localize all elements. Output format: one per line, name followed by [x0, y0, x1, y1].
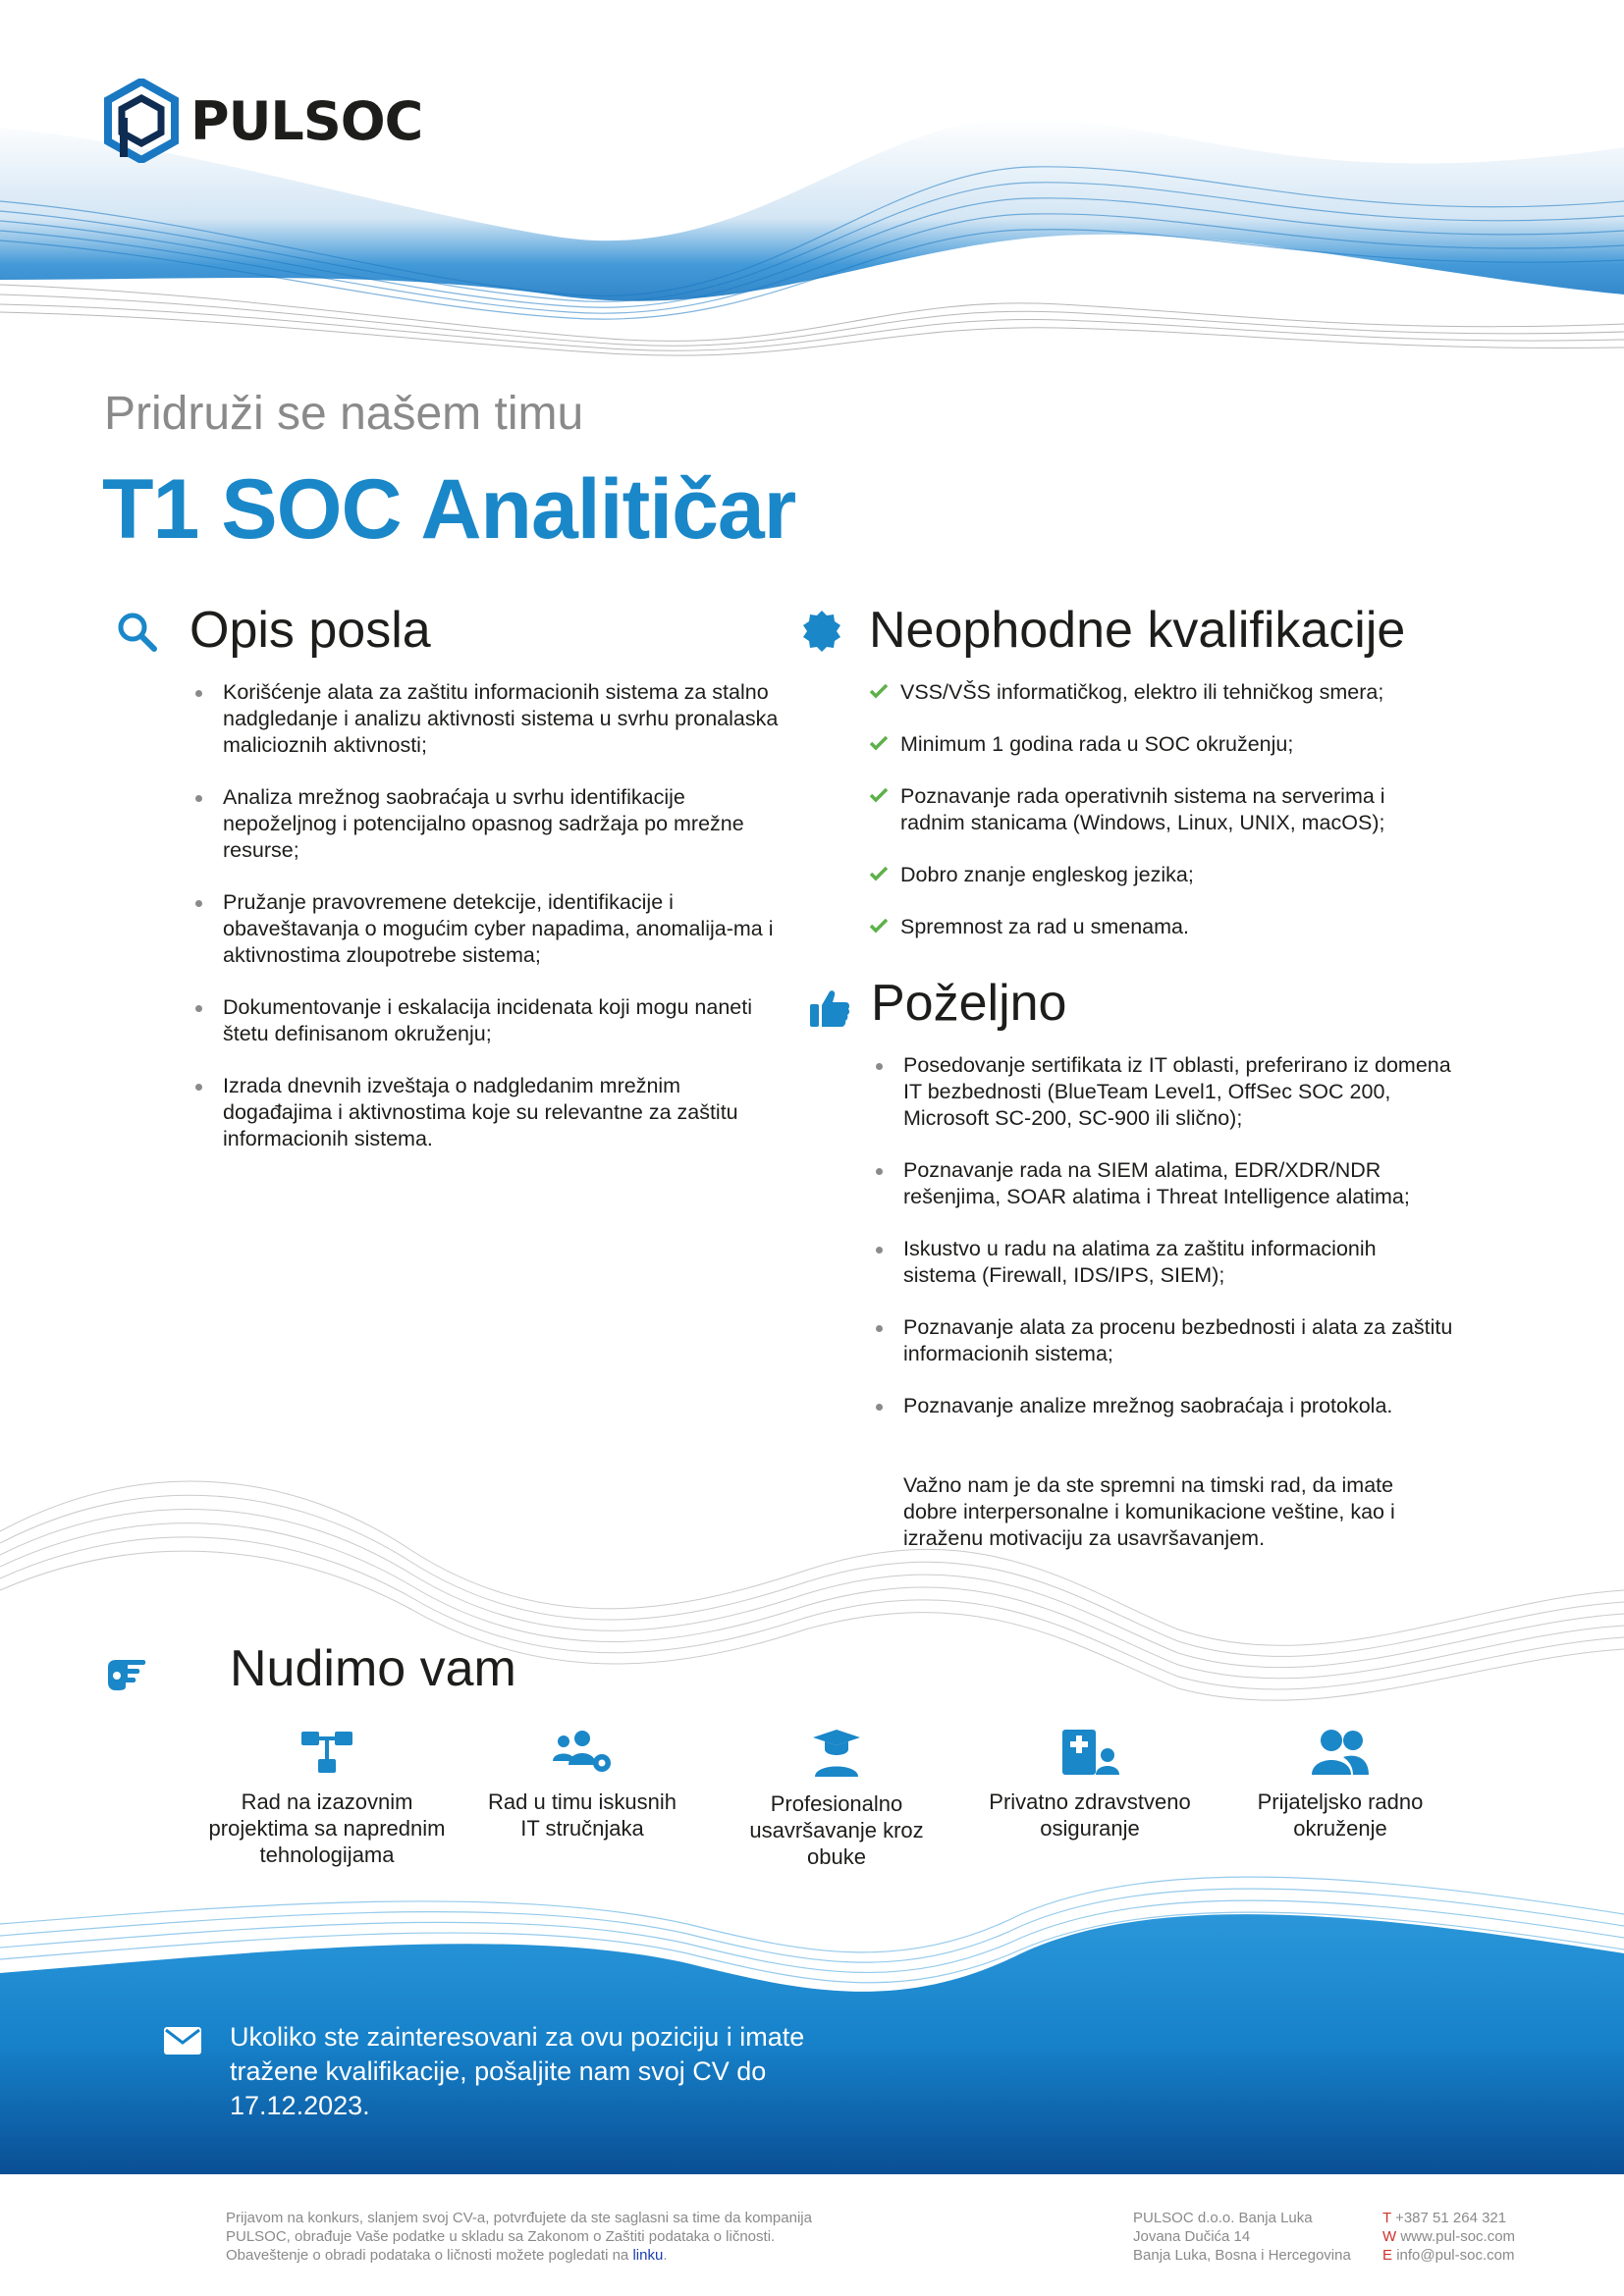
list-item: Dokumentovanje i eskalacija incidenata koji mogu naneti štetu definisanom okruženju;	[223, 994, 783, 1047]
list-item: VSS/VŠS informatičkog, elektro ili tehničkog smera;	[900, 679, 1431, 706]
list-item: Poznavanje rada na SIEM alatima, EDR/XDR/NDR rešenjima, SOAR alatima i Threat Intelligence alatima;	[903, 1157, 1453, 1210]
list-item: Korišćenje alata za zaštitu informacionih sistema za stalno nadgledanje i analizu aktivnosti sistema u svrhu pronalaska malicioznih aktivnosti;	[223, 679, 783, 759]
network-icon	[298, 1728, 356, 1777]
checkmark-icon	[869, 787, 889, 803]
offer-label: Rad u timu iskusnih IT stručnjaka	[488, 1789, 677, 1841]
privacy-link[interactable]: linku	[632, 2247, 664, 2264]
phone-number: +387 51 264 321	[1395, 2210, 1507, 2226]
offer-item	[479, 1728, 685, 1842]
page-pretitle: Pridruži se našem timu	[104, 388, 584, 440]
section-heading-nudimo: Nudimo vam	[230, 1640, 516, 1697]
pointing-hand-icon	[104, 1657, 147, 1692]
footer-contacts: T +387 51 264 321 W www.pul-soc.com E info@pul-soc.com	[1382, 2210, 1516, 2264]
checkmark-icon	[869, 735, 889, 751]
list-item: Dobro znanje engleskog jezika;	[900, 862, 1431, 888]
logo-hexagon-icon	[104, 79, 179, 163]
offer-item	[738, 1728, 935, 1870]
thumbs-up-icon	[808, 988, 851, 1029]
medical-card-icon	[1060, 1728, 1119, 1777]
list-item: Izrada dnevnih izveštaja o nadgledanim mrežnim događajima i aktivnostima koje su relevantne za zaštitu informacionih sistema.	[223, 1073, 783, 1152]
checkmark-icon	[869, 918, 889, 934]
pozeljno-list	[903, 1052, 1453, 1445]
email-link[interactable]: info@pul-soc.com	[1396, 2247, 1515, 2264]
website-link[interactable]: www.pul-soc.com	[1400, 2228, 1516, 2245]
list-item: Posedovanje sertifikata iz IT oblasti, preferirano iz domena IT bezbednosti (BlueTeam Level1, OffSec SOC 200, Microsoft SC-200, SC-900 ili slično);	[903, 1052, 1453, 1132]
brand-logo	[104, 79, 422, 163]
cta-text: Ukoliko ste zainteresovani za ovu poziciju i imate tražene kvalifikacije, pošaljite nam svoj CV do 17.12.2023.	[230, 2022, 805, 2120]
section-heading-kvalifikacije: Neophodne kvalifikacije	[869, 602, 1406, 659]
teamwork-note: Važno nam je da ste spremni na timski rad, da imate dobre interpersonalne i komunikacione veštine, kao i izraženu motivaciju za usavršavanjem.	[903, 1473, 1395, 1550]
brand-name: PULSOC	[190, 89, 423, 152]
list-item: Poznavanje alata za procenu bezbednosti i alata za zaštitu informacionih sistema;	[903, 1314, 1453, 1367]
opis-list	[223, 679, 783, 1178]
offer-item	[204, 1728, 450, 1868]
offer-label: Profesionalno usavršavanje kroz obuke	[749, 1791, 924, 1869]
badge-icon	[801, 609, 842, 654]
team-gear-icon	[551, 1728, 614, 1777]
page-title: T1 SOC Analitičar	[102, 462, 796, 557]
footer-address: PULSOC d.o.o. Banja Luka Jovana Dučića 14 Banja Luka, Bosna i Hercegovina	[1133, 2210, 1351, 2264]
list-item: Minimum 1 godina rada u SOC okruženju;	[900, 731, 1431, 758]
offer-item	[1232, 1728, 1448, 1842]
section-heading-pozeljno: Poželjno	[871, 975, 1067, 1032]
kvalifikacije-list	[900, 679, 1431, 966]
envelope-icon	[163, 2026, 202, 2056]
list-item: Pružanje pravovremene detekcije, identifikacije i obaveštavanja o mogućim cyber napadima, anomalija-ma i aktivnostima zloupotrebe sistema;	[223, 889, 783, 969]
graduate-icon	[811, 1728, 862, 1779]
search-icon	[116, 611, 159, 654]
users-icon	[1310, 1728, 1371, 1777]
list-item: Analiza mrežnog saobraćaja u svrhu identifikacije nepoželjnog i potencijalno opasnog sadržaja po mrežne resurse;	[223, 784, 783, 864]
list-item: Poznavanje rada operativnih sistema na serverima i radnim stanicama (Windows, Linux, UNIX, macOS);	[900, 783, 1431, 836]
offer-label: Rad na izazovnim projektima sa naprednim tehnologijama	[208, 1789, 446, 1867]
offer-label: Prijateljsko radno okruženje	[1257, 1789, 1424, 1841]
list-item: Iskustvo u radu na alatima za zaštitu informacionih sistema (Firewall, IDS/IPS, SIEM);	[903, 1236, 1453, 1289]
list-item: Poznavanje analize mrežnog saobraćaja i protokola.	[903, 1393, 1453, 1419]
checkmark-icon	[869, 683, 889, 699]
offer-label: Privatno zdravstveno osiguranje	[989, 1789, 1191, 1841]
checkmark-icon	[869, 866, 889, 881]
list-item: Spremnost za rad u smenama.	[900, 914, 1431, 940]
section-heading-opis: Opis posla	[189, 602, 431, 659]
offer-item	[972, 1728, 1208, 1842]
footer-disclaimer: Prijavom na konkurs, slanjem svoj CV-a, potvrđujete da ste saglasni sa time da kompanija PULSOC, obrađuje Vaše podatke u skladu sa Zakonom o Zaštiti podataka o ličnosti. Obaveštenje o obradi podataka o ličnosti možete pogledati na linku.	[226, 2210, 812, 2264]
